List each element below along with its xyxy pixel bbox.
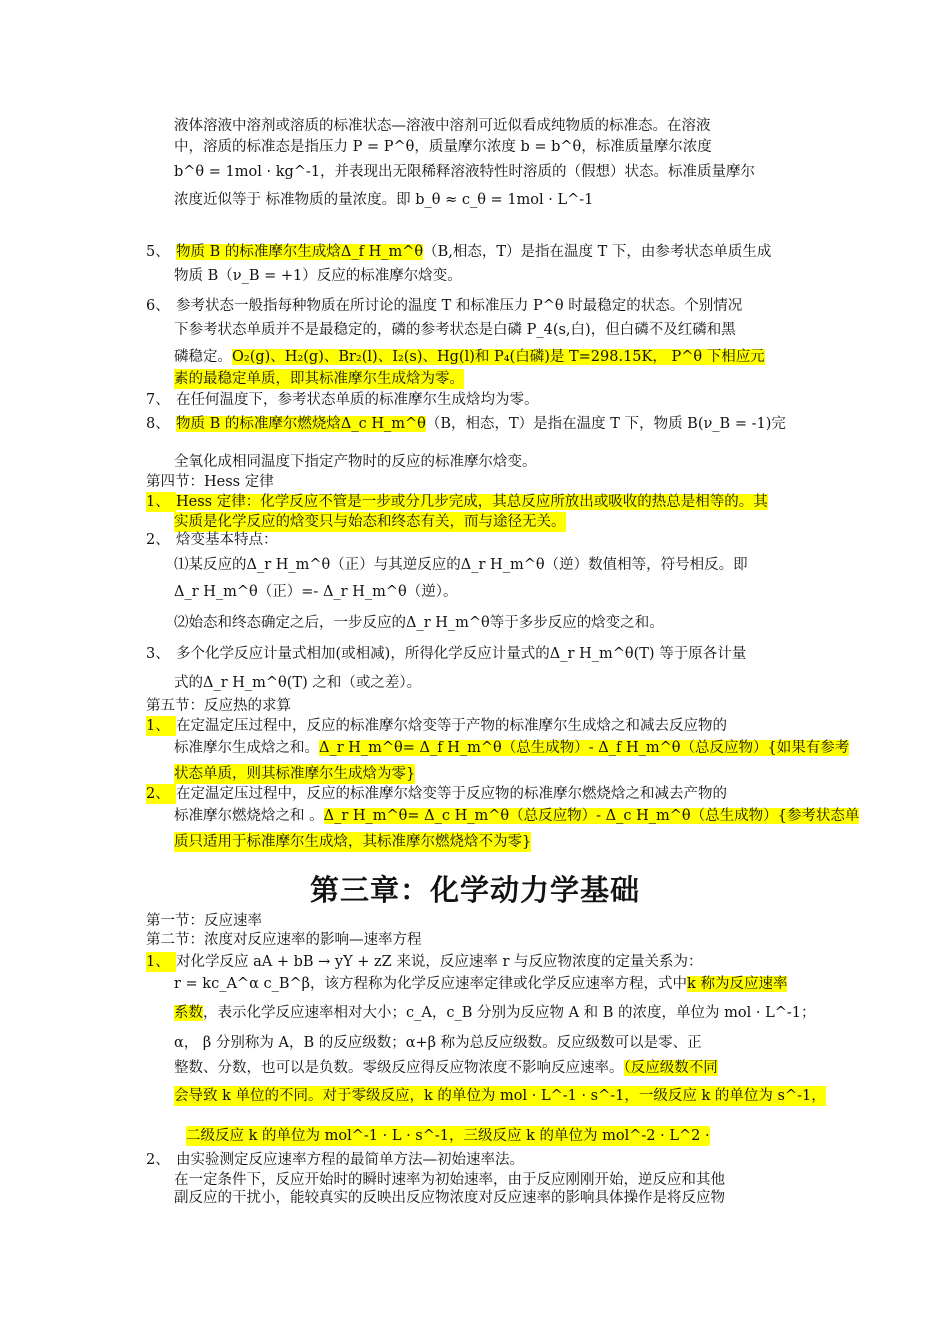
text-span: r = kc_A^α c_B^β，该方程称为化学反应速率定律或化学反应速率方程，式中 [174, 976, 688, 992]
highlighted-text: 物质 B 的标准摩尔生成焓Δ_f H_m^θ [176, 244, 424, 260]
section-heading: 第五节：反应热的求算 [146, 698, 291, 714]
list-item [146, 242, 771, 262]
text-span: 多个化学反应计量式相加(或相减)，所得化学反应计量式的Δ_r H_m^θ(T) 等于原各计量 [176, 646, 747, 662]
text-span: 由实验测定反应速率方程的最简单方法—初始速率法。 [176, 1152, 524, 1168]
text-line: 液体溶液中溶剂或溶质的标准状态—溶液中溶剂可近似看成纯物质的标准态。在溶液 [174, 118, 711, 134]
text-line: 下参考状态单质并不是最稳定的，磷的参考状态是白磷 P_4(s,白)，但白磷不及红磷和黑 [174, 322, 736, 338]
text-span: 焓变基本特点： [176, 532, 278, 548]
highlighted-text: 质只适用于标准摩尔生成焓，其标准摩尔燃烧焓不为零} [174, 834, 532, 850]
text-line: 在一定条件下，反应开始时的瞬时速率为初始速率，由于反应刚刚开始，逆反应和其他 [174, 1172, 725, 1188]
text-line: 式的Δ_r H_m^θ(T) 之和（或之差）。 [174, 675, 422, 691]
text-span: 参考状态一般指每种物质在所讨论的温度 T 和标准压力 P^θ 时最稳定的状态。个别情况 [176, 298, 743, 314]
chapter-title: 第三章：化学动力学基础 [309, 873, 640, 907]
highlighted-text: 物质 B 的标准摩尔燃烧焓Δ_c H_m^θ [176, 416, 426, 432]
highlighted-text: 会导致 k 单位的不同。对于零级反应，k 的单位为 mol · L^-1 · s^-1，一级反应 k 的单位为 s^-1， [174, 1088, 826, 1104]
text-span: 标准摩尔燃烧焓之和 。 [174, 808, 324, 824]
list-item [146, 1150, 524, 1170]
highlighted-text: O₂(g)、H₂(g)、Br₂(l)、I₂(s)、Hg(l)和 P₄(白磷)是 T=298.15K， P^θ 下相应元 [232, 349, 765, 365]
text-span: 对化学反应 aA + bB → yY + zZ 来说，反应速率 r 与反应物浓度的定量关系为： [176, 954, 703, 970]
text-span: 标准摩尔生成焓之和。 [174, 740, 319, 756]
list-item [146, 492, 768, 512]
text-line: 中，溶质的标准态是指压力 P = P^θ，质量摩尔浓度 b = b^θ，标准质量摩尔浓度 [174, 139, 712, 155]
highlighted-text: 系数 [174, 1005, 203, 1021]
item-number: 1、 [146, 492, 176, 512]
item-number: 2、 [146, 784, 176, 804]
list-item [146, 296, 742, 316]
text-line [174, 347, 765, 367]
highlighted-text: 状态单质，则其标准摩尔生成焓为零} [174, 766, 416, 782]
list-item [146, 644, 746, 664]
highlighted-text: Δ_r H_m^θ= Δ_c H_m^θ（总反应物）- Δ_c H_m^θ（总生成物）{参考状态单 [323, 808, 860, 824]
section-heading: 第二节：浓度对反应速率的影响—速率方程 [146, 932, 422, 948]
text-span: 在定温定压过程中，反应的标准摩尔焓变等于反应物的标准摩尔燃烧焓之和减去产物的 [176, 786, 727, 802]
text-span: ，表示化学反应速率相对大小；c_A，c_B 分别为反应物 A 和 B 的浓度，单位为 mol · L^-1； [203, 1005, 816, 1021]
text-line: b^θ = 1mol · kg^-1，并表现出无限稀释溶液特性时溶质的（假想）状态。标准质量摩尔 [174, 164, 756, 180]
text-line: ⑴某反应的Δ_r H_m^θ（正）与其逆反应的Δ_r H_m^θ（逆）数值相等，符号相反。即 [174, 557, 748, 573]
text-line [174, 1058, 718, 1078]
text-line: α， β 分别称为 A，B 的反应级数；α+β 称为总反应级数。反应级数可以是零、正 [174, 1035, 702, 1051]
list-item [146, 530, 278, 550]
highlighted-text: 素的最稳定单质，即其标准摩尔生成焓为零。 [174, 371, 464, 387]
text-span: （B，相态，T）是指在温度 T 下，物质 B(ν_B = -1)完 [425, 416, 786, 432]
item-number: 2、 [146, 532, 170, 548]
text-line: Δ_r H_m^θ（正）=- Δ_r H_m^θ（逆）。 [174, 584, 458, 600]
section-heading: 第一节：反应速率 [146, 913, 262, 929]
highlighted-text: Hess 定律：化学反应不管是一步或分几步完成，其总反应所放出或吸收的热总是相等的。其 [176, 494, 768, 510]
list-item [146, 390, 539, 410]
item-number: 3、 [146, 646, 170, 662]
text-span: 整数、分数，也可以是负数。零级反应得反应物浓度不影响反应速率。 [174, 1060, 624, 1076]
item-number: 6、 [146, 298, 170, 314]
section-heading: 第四节：Hess 定律 [146, 474, 274, 490]
highlighted-text: k 称为反应速率 [687, 976, 788, 992]
item-number: 2、 [146, 1152, 170, 1168]
list-item [146, 716, 727, 736]
text-line [174, 738, 849, 758]
text-line: ⑵始态和终态确定之后，一步反应的Δ_r H_m^θ等于多步反应的焓变之和。 [174, 615, 664, 631]
text-line: 物质 B（ν_B = +1）反应的标准摩尔焓变。 [174, 268, 462, 284]
text-span: 在定温定压过程中，反应的标准摩尔焓变等于产物的标准摩尔生成焓之和减去反应物的 [176, 718, 727, 734]
text-line [174, 974, 787, 994]
item-number: 5、 [146, 244, 170, 260]
text-line: 全氧化成相同温度下指定产物时的反应的标准摩尔焓变。 [174, 454, 537, 470]
text-span: 在任何温度下，参考状态单质的标准摩尔生成焓均为零。 [176, 392, 539, 408]
list-item [146, 952, 703, 972]
text-span: （B,相态，T）是指在温度 T 下，由参考状态单质生成 [423, 244, 772, 260]
text-span: 磷稳定。 [174, 349, 232, 365]
text-line [174, 1003, 816, 1023]
item-number: 1、 [146, 716, 176, 736]
highlighted-text: Δ_r H_m^θ= Δ_f H_m^θ（总生成物）- Δ_f H_m^θ（总反应物）{如果有参考 [319, 740, 850, 756]
list-item [146, 784, 727, 804]
text-line [174, 806, 859, 826]
text-line: 浓度近似等于 标准物质的量浓度。即 b_θ ≈ c_θ = 1mol · L^-1 [174, 192, 594, 208]
highlighted-text: 二级反应 k 的单位为 mol^-1 · L · s^-1，三级反应 k 的单位为 mol^-2 · L^2 · [186, 1128, 710, 1144]
highlighted-text: 实质是化学反应的焓变只与始态和终态有关，而与途径无关。 [174, 514, 566, 530]
highlighted-text: （反应级数不同 [623, 1060, 718, 1076]
text-line: 副反应的干扰小，能较真实的反映出反应物浓度对反应速率的影响具体操作是将反应物 [174, 1190, 725, 1206]
list-item [146, 414, 786, 434]
item-number: 7、 [146, 392, 170, 408]
item-number: 8、 [146, 416, 170, 432]
item-number: 1、 [146, 952, 176, 972]
